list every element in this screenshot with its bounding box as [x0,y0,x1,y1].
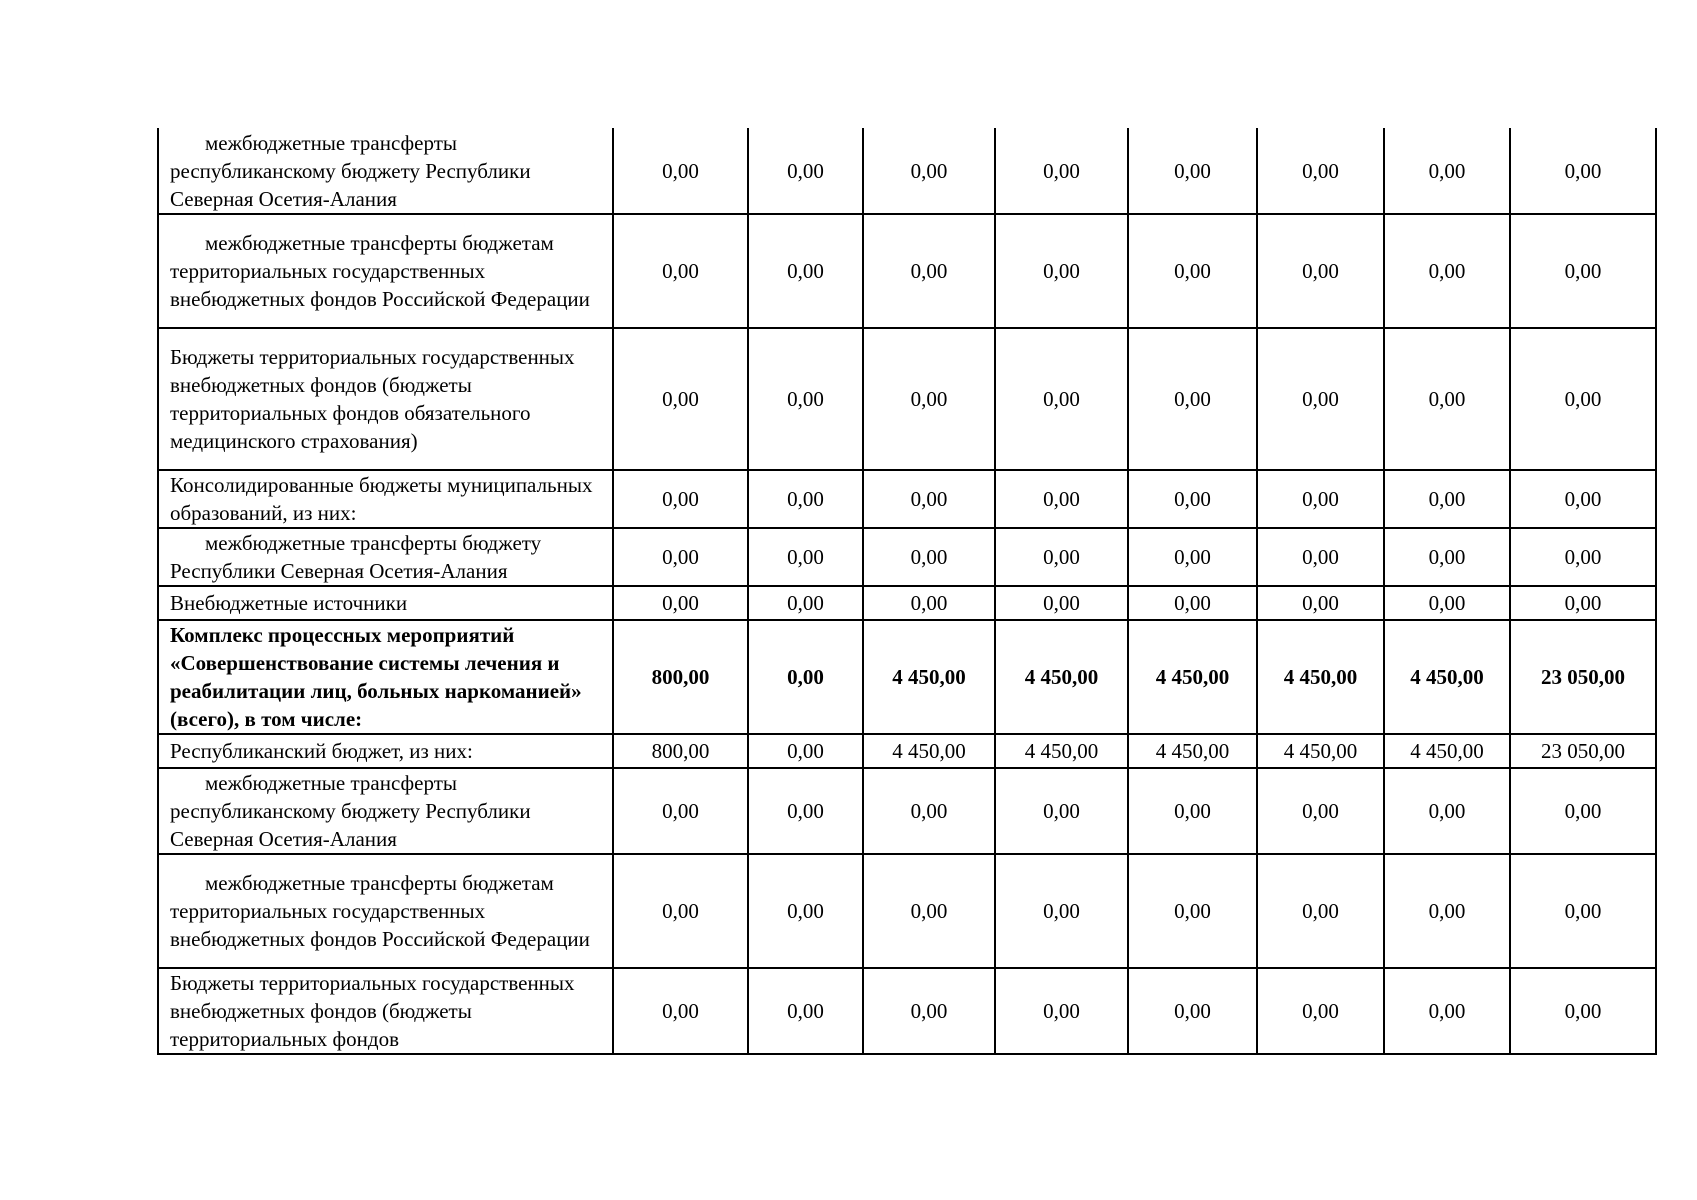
value-cell: 0,00 [1128,470,1257,528]
value-cell: 0,00 [863,528,995,586]
value-cell: 0,00 [1128,768,1257,854]
value-cell: 4 450,00 [995,620,1128,734]
value-cell: 0,00 [1384,968,1510,1054]
value-cell: 4 450,00 [995,734,1128,768]
value-cell: 0,00 [1510,854,1656,968]
value-cell: 0,00 [1257,968,1384,1054]
value-cell: 0,00 [748,328,863,470]
row-label-cell [158,968,613,1054]
table-row [158,734,1656,768]
value-cell: 0,00 [1384,854,1510,968]
value-cell: 0,00 [613,854,748,968]
value-cell: 0,00 [748,128,863,214]
value-cell: 0,00 [613,528,748,586]
row-label: межбюджетные трансферты бюджетам территориальных государственных внебюджетных фондов Российской Федерации [170,231,590,311]
value-cell: 0,00 [748,470,863,528]
row-label-cell [158,328,613,470]
value-cell: 0,00 [1257,768,1384,854]
table-row [158,470,1656,528]
value-cell: 0,00 [1257,328,1384,470]
value-cell: 0,00 [1257,470,1384,528]
row-label-cell [158,620,613,734]
value-cell: 0,00 [748,620,863,734]
value-cell: 0,00 [1128,586,1257,620]
value-cell: 4 450,00 [863,620,995,734]
value-cell: 0,00 [1128,328,1257,470]
value-cell: 0,00 [613,128,748,214]
row-label: межбюджетные трансферты республиканскому бюджету Республики Северная Осетия-Алания [170,771,531,851]
value-cell: 0,00 [863,768,995,854]
value-cell: 0,00 [1384,128,1510,214]
value-cell: 0,00 [1510,586,1656,620]
value-cell: 4 450,00 [1384,734,1510,768]
value-cell: 0,00 [863,854,995,968]
value-cell: 0,00 [748,734,863,768]
table-row [158,328,1656,470]
row-label: межбюджетные трансферты бюджету Республики Северная Осетия-Алания [170,531,542,583]
value-cell: 0,00 [1510,128,1656,214]
value-cell: 0,00 [748,214,863,328]
table-row [158,620,1656,734]
row-label: Бюджеты территориальных государственных внебюджетных фондов (бюджеты территориальных фондов [170,971,575,1051]
value-cell: 0,00 [995,586,1128,620]
value-cell: 0,00 [1384,470,1510,528]
value-cell: 0,00 [1257,854,1384,968]
value-cell: 0,00 [995,528,1128,586]
table-body [158,128,1656,1054]
value-cell: 23 050,00 [1510,734,1656,768]
value-cell: 0,00 [863,470,995,528]
value-cell: 0,00 [1384,528,1510,586]
value-cell: 0,00 [1384,768,1510,854]
value-cell: 4 450,00 [1257,734,1384,768]
value-cell: 800,00 [613,734,748,768]
value-cell: 0,00 [1257,128,1384,214]
row-label-cell [158,214,613,328]
row-label: Комплекс процессных мероприятий «Совершенствование системы лечения и реабилитации лиц, больных наркоманией» (всего), в том числе: [170,623,582,731]
value-cell: 0,00 [748,586,863,620]
value-cell: 0,00 [613,328,748,470]
value-cell: 4 450,00 [1128,734,1257,768]
row-label-cell [158,768,613,854]
value-cell: 4 450,00 [1128,620,1257,734]
value-cell: 0,00 [1128,968,1257,1054]
value-cell: 23 050,00 [1510,620,1656,734]
value-cell: 0,00 [1510,470,1656,528]
value-cell: 0,00 [748,528,863,586]
value-cell: 0,00 [995,470,1128,528]
row-label: Внебюджетные источники [170,591,408,615]
value-cell: 0,00 [613,586,748,620]
value-cell: 0,00 [1384,214,1510,328]
value-cell: 0,00 [863,586,995,620]
value-cell: 0,00 [995,768,1128,854]
value-cell: 0,00 [1510,528,1656,586]
value-cell: 0,00 [1128,214,1257,328]
row-label-cell [158,586,613,620]
value-cell: 0,00 [995,328,1128,470]
value-cell: 0,00 [1128,128,1257,214]
value-cell: 0,00 [1257,528,1384,586]
value-cell: 0,00 [1384,586,1510,620]
value-cell: 0,00 [1128,528,1257,586]
value-cell: 4 450,00 [1384,620,1510,734]
value-cell: 4 450,00 [1257,620,1384,734]
value-cell: 0,00 [613,768,748,854]
value-cell: 0,00 [613,470,748,528]
value-cell: 0,00 [1257,586,1384,620]
table-row [158,128,1656,214]
value-cell: 0,00 [863,328,995,470]
value-cell: 0,00 [863,214,995,328]
value-cell: 0,00 [863,968,995,1054]
table-row [158,854,1656,968]
table-row [158,528,1656,586]
row-label: межбюджетные трансферты республиканскому бюджету Республики Северная Осетия-Алания [170,130,531,211]
row-label-cell [158,734,613,768]
value-cell: 0,00 [1384,328,1510,470]
value-cell: 0,00 [748,854,863,968]
value-cell: 0,00 [1510,328,1656,470]
value-cell: 800,00 [613,620,748,734]
value-cell: 4 450,00 [863,734,995,768]
value-cell: 0,00 [1510,768,1656,854]
value-cell: 0,00 [1510,214,1656,328]
value-cell: 0,00 [748,768,863,854]
row-label-cell [158,470,613,528]
table-row [158,214,1656,328]
value-cell: 0,00 [1257,214,1384,328]
value-cell: 0,00 [1510,968,1656,1054]
value-cell: 0,00 [995,968,1128,1054]
value-cell: 0,00 [995,854,1128,968]
value-cell: 0,00 [613,968,748,1054]
value-cell: 0,00 [613,214,748,328]
row-label-cell [158,528,613,586]
value-cell: 0,00 [748,968,863,1054]
row-label: Республиканский бюджет, из них: [170,739,473,763]
row-label: межбюджетные трансферты бюджетам территориальных государственных внебюджетных фондов Российской Федерации [170,871,590,951]
table-row [158,968,1656,1054]
value-cell: 0,00 [1128,854,1257,968]
row-label: Бюджеты территориальных государственных внебюджетных фондов (бюджеты территориальных фондов обязательного медицинского страхования) [170,345,575,453]
row-label: Консолидированные бюджеты муниципальных образований, из них: [170,473,593,525]
value-cell: 0,00 [995,128,1128,214]
table-row [158,586,1656,620]
budget-table [157,128,1657,1055]
value-cell: 0,00 [863,128,995,214]
table-row [158,768,1656,854]
row-label-cell [158,854,613,968]
value-cell: 0,00 [995,214,1128,328]
row-label-cell [158,128,613,214]
